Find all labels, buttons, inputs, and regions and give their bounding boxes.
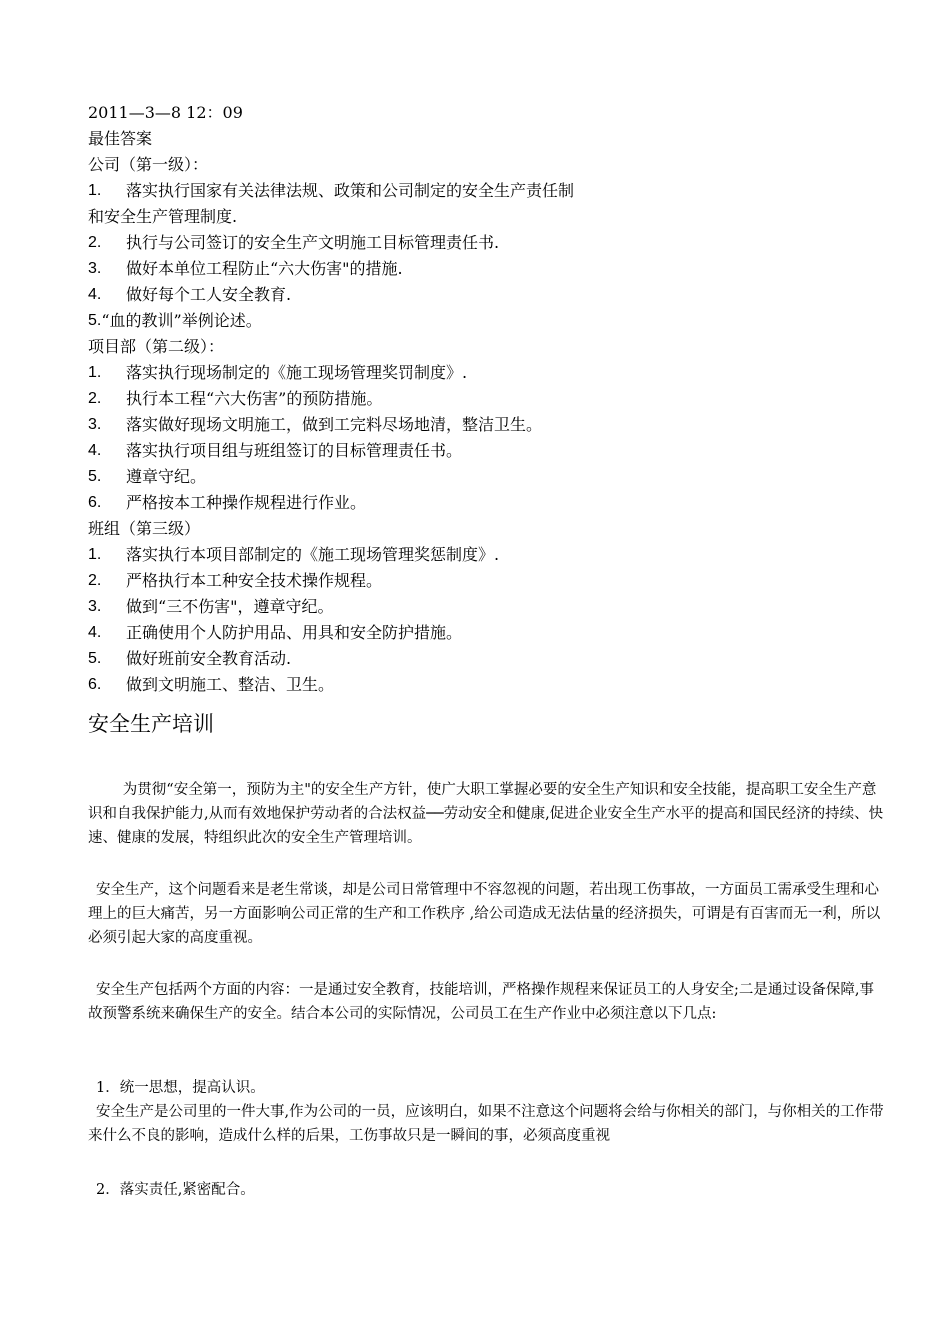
item-number: 5. xyxy=(88,312,102,329)
list-item xyxy=(88,412,888,438)
item-number: 3. xyxy=(88,260,102,277)
item-text: 落实做好现场文明施工，做到工完料尽场地清，整洁卫生。 xyxy=(126,415,543,434)
paragraph-text: 安全生产，这个问题看来是老生常谈，却是公司日常管理中不容忽视的问题，若出现工伤事故，一方面员工需承受生理和心理上的巨大痛苦，另一方面影响公司正常的生产和工作秩序 ,给公司造成无法估量的经济损失，可谓是有百害而无一利，所以必须引起大家的高度重视。 xyxy=(88,882,881,946)
point-heading: 1．统一思想，提高认识。 xyxy=(95,1080,265,1096)
item-number: 2. xyxy=(88,390,102,407)
list-item xyxy=(88,386,888,412)
list-item xyxy=(88,542,888,568)
list-item xyxy=(88,282,888,308)
training-paragraph-2 xyxy=(88,878,888,950)
item-number: 6. xyxy=(88,676,102,693)
list-item xyxy=(88,178,888,204)
item-text: 落实执行现场制定的《施工现场管理奖罚制度》. xyxy=(126,363,468,382)
item-text: 严格执行本工种安全技术操作规程。 xyxy=(126,571,383,590)
item-text: “血的教训”举例论述。 xyxy=(101,311,262,330)
item-number: 4. xyxy=(88,624,102,641)
item-number: 6. xyxy=(88,494,102,511)
item-number: 2. xyxy=(88,234,102,251)
training-paragraph-1 xyxy=(88,778,888,850)
list-item xyxy=(88,438,888,464)
paragraph-text: 为贯彻“安全第一，预防为主"的安全生产方针，使广大职工掌握必要的安全生产知识和安全技能，提高职工安全生产意识和自我保护能力,从而有效地保护劳动者的合法权益──劳动安全和健康,促进企业安全生产水平的提高和国民经济的持续、快速、健康的发展，特组织此次的安全生产管理培训。 xyxy=(88,782,884,846)
training-point-2 xyxy=(88,1178,888,1202)
list-item xyxy=(88,308,888,334)
item-number: 5. xyxy=(88,650,102,667)
list-item xyxy=(88,620,888,646)
item-number: 1. xyxy=(88,364,102,381)
section-title: 安全生产培训 xyxy=(88,712,214,736)
item-number: 1. xyxy=(88,182,102,199)
point-heading: 2．落实责任,紧密配合。 xyxy=(95,1182,255,1198)
item-text: 做好本单位工程防止“六大伤害"的措施. xyxy=(126,259,403,278)
paragraph-text: 安全生产包括两个方面的内容：一是通过安全教育，技能培训，严格操作规程来保证员工的人身安全;二是通过设备保障,事故预警系统来确保生产的安全。结合本公司的实际情况，公司员工在生产作业中必须注意以下几点: xyxy=(88,982,874,1022)
item-text: 做到文明施工、整洁、卫生。 xyxy=(126,675,335,694)
project-heading: 项目部（第二级）： xyxy=(88,337,225,356)
item-text: 遵章守纪。 xyxy=(126,467,207,486)
post-date: 2011—3—8 12：09 xyxy=(88,103,243,122)
item-text: 执行本工程“六大伤害”的预防措施。 xyxy=(126,389,383,408)
list-item-continuation: 和安全生产管理制度. xyxy=(88,207,238,226)
list-item xyxy=(88,256,888,282)
item-number: 2. xyxy=(88,572,102,589)
answer-block xyxy=(88,100,888,698)
item-text: 做好班前安全教育活动. xyxy=(126,649,292,668)
item-text: 做好每个工人安全教育. xyxy=(126,285,292,304)
list-item xyxy=(88,646,888,672)
list-item xyxy=(88,594,888,620)
item-number: 3. xyxy=(88,416,102,433)
item-number: 4. xyxy=(88,286,102,303)
item-text: 落实执行项目组与班组签订的目标管理责任书。 xyxy=(126,441,463,460)
item-number: 1. xyxy=(88,546,102,563)
list-item xyxy=(88,568,888,594)
paragraph-text: 安全生产是公司里的一件大事,作为公司的一员，应该明白，如果不注意这个问题将会给与你相关的部门，与你相关的工作带来什么不良的影响，造成什么样的后果，工伤事故只是一瞬间的事，必须高度重视 xyxy=(88,1104,884,1144)
list-item xyxy=(88,230,888,256)
list-item xyxy=(88,464,888,490)
training-paragraph-3 xyxy=(88,978,888,1026)
item-number: 5. xyxy=(88,468,102,485)
item-text: 严格按本工种操作规程进行作业。 xyxy=(126,493,367,512)
training-point-1 xyxy=(88,1076,888,1148)
best-answer-label: 最佳答案 xyxy=(88,129,153,148)
item-text: 执行与公司签订的安全生产文明施工目标管理责任书. xyxy=(126,233,500,252)
list-item xyxy=(88,490,888,516)
company-heading: 公司（第一级）： xyxy=(88,155,209,174)
item-text: 做到“三不伤害"，遵章守纪。 xyxy=(126,597,334,616)
team-heading: 班组（第三级） xyxy=(88,519,201,538)
item-text: 落实执行本项目部制定的《施工现场管理奖惩制度》. xyxy=(126,545,500,564)
item-text: 落实执行国家有关法律法规、政策和公司制定的安全生产责任制 xyxy=(126,181,575,200)
item-text: 正确使用个人防护用品、用具和安全防护措施。 xyxy=(126,623,463,642)
item-number: 3. xyxy=(88,598,102,615)
list-item xyxy=(88,360,888,386)
list-item xyxy=(88,672,888,698)
item-number: 4. xyxy=(88,442,102,459)
